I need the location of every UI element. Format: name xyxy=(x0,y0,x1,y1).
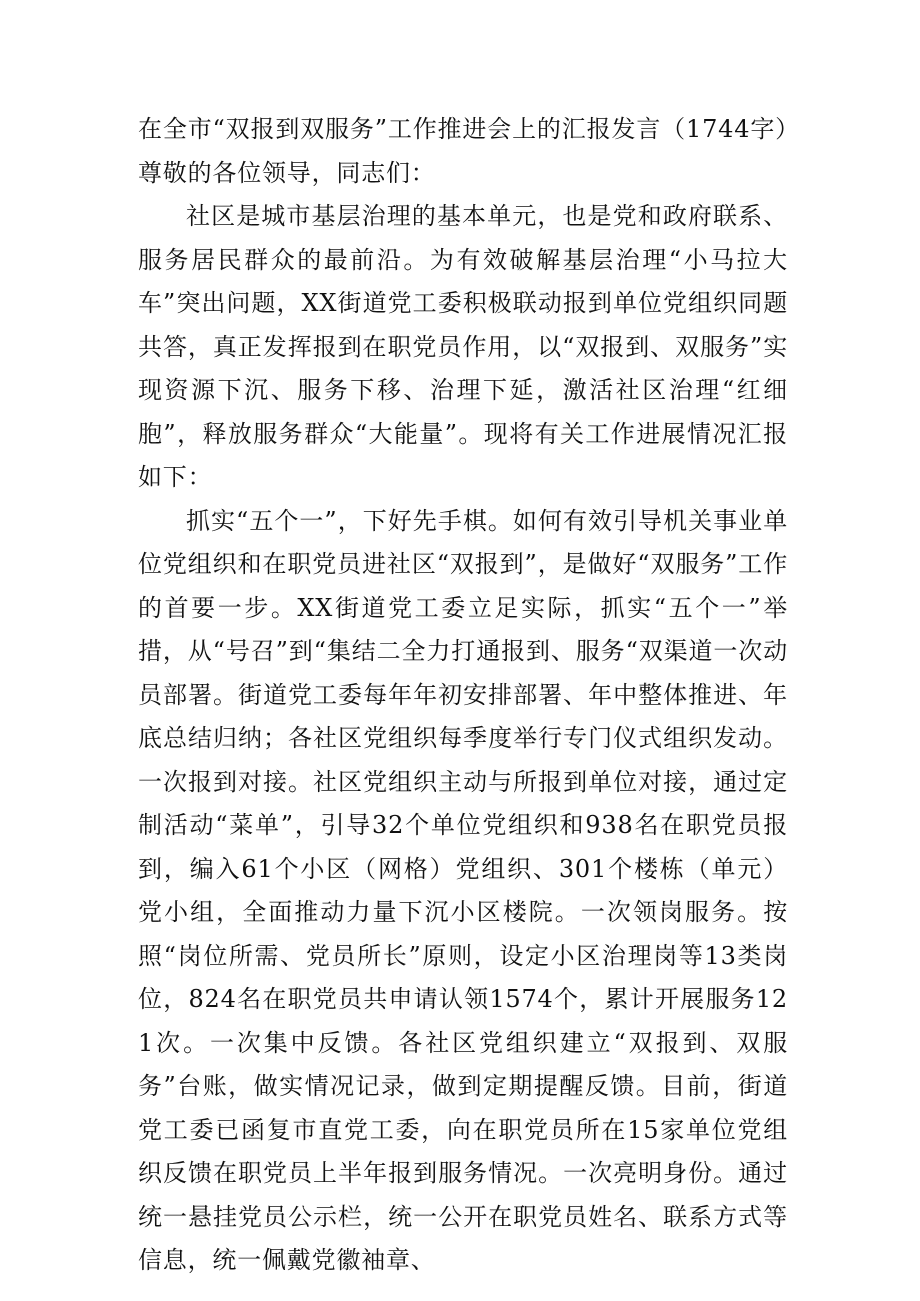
document-title: 在全市“双报到双服务”工作推进会上的汇报发言（1744字）尊敬的各位领导，同志们： xyxy=(138,115,788,187)
paragraph-intro: 社区是城市基层治理的基本单元，也是党和政府联系、服务居民群众的最前沿。为有效破解基层治理“小马拉大车”突出问题，XX街道党工委积极联动报到单位党组织同题共答，真正发挥报到在职党员作用，以“双报到、双服务”实现资源下沉、服务下移、治理下延，激活社区治理“红细胞”，释放服务群众“大能量”。现将有关工作进展情况汇报如下： xyxy=(138,202,788,491)
paragraph-five-ones: 抓实“五个一”，下好先手棋。如何有效引导机关事业单位党组织和在职党员进社区“双报到”，是做好“双服务”工作的首要一步。XX街道党工委立足实际，抓实“五个一”举措，从“号召”到“集结二全力打通报到、服务“双渠道一次动员部署。街道党工委每年年初安排部署、年中整体推进、年底总结归纳；各社区党组织每季度举行专门仪式组织发动。一次报到对接。社区党组织主动与所报到单位对接，通过定制活动“菜单”，引导32个单位党组织和938名在职党员报到，编入61个小区（网格）党组织、301个楼栋（单元）党小组，全面推动力量下沉小区楼院。一次领岗服务。按照“岗位所需、党员所长”原则，设定小区治理岗等13类岗位，824名在职党员共申请认领1574个，累计开展服务121次。一次集中反馈。各社区党组织建立“双报到、双服务”台账，做实情况记录，做到定期提醒反馈。目前，街道党工委已函复市直党工委，向在职党员所在15家单位党组织反馈在职党员上半年报到服务情况。一次亮明身份。通过统一悬挂党员公示栏，统一公开在职党员姓名、联系方式等信息，统一佩戴党徽袖章、 xyxy=(138,506,788,1274)
document-body xyxy=(138,108,788,1283)
